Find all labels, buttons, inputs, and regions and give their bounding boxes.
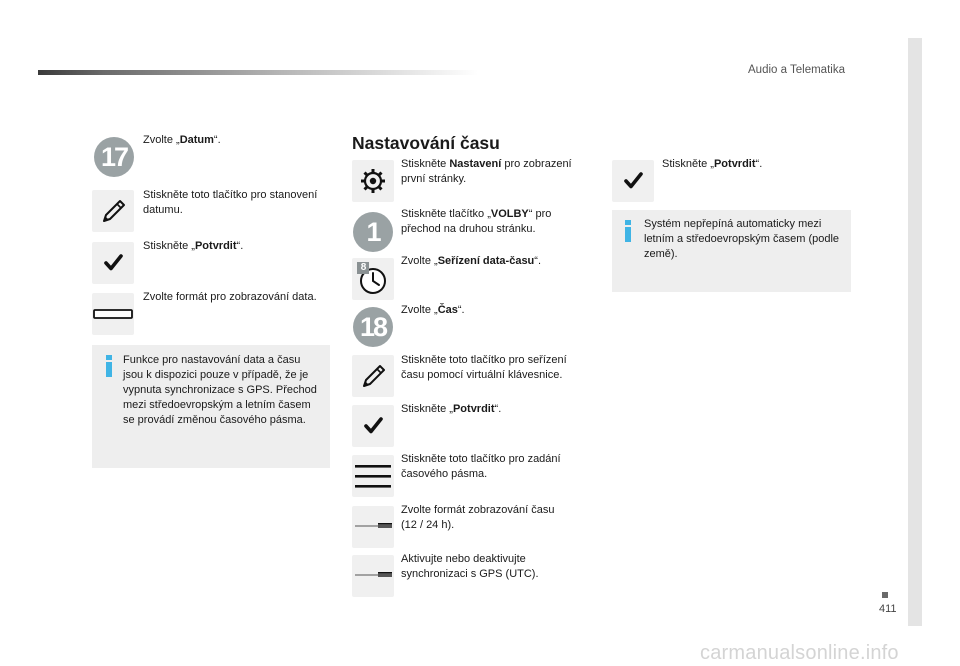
header-bar — [38, 70, 478, 75]
step-text: Zvolte „Datum“. — [143, 134, 221, 146]
gear-icon — [352, 160, 394, 202]
header-title: Audio a Telematika — [748, 64, 845, 76]
page-marker — [882, 592, 888, 598]
pencil-icon — [92, 190, 134, 232]
list-icon — [352, 455, 394, 497]
step-text: Zvolte „Čas“. — [401, 304, 465, 316]
toggle-switch-icon — [92, 293, 134, 335]
checkmark-icon — [612, 160, 654, 202]
step-text: Zvolte „Seřízení data-času“. — [401, 255, 542, 267]
toggle-switch-icon — [352, 506, 394, 548]
pencil-icon — [352, 355, 394, 397]
step-badge-17: 17 — [94, 137, 134, 177]
info-text: Systém nepřepíná automaticky mezi letním a středoevropským časem (podle země). — [644, 218, 840, 260]
step-text: Zvolte formát pro zobrazování data. — [143, 291, 317, 303]
step-badge-1: 1 — [353, 212, 393, 252]
step-badge-18: 18 — [353, 307, 393, 347]
step-text: Stiskněte toto tlačítko pro zadání časového pásma. — [401, 453, 561, 480]
step-text: Stiskněte Nastavení pro zobrazení první stránky. — [401, 158, 572, 185]
info-icon — [105, 355, 113, 377]
checkmark-icon — [352, 405, 394, 447]
info-icon — [624, 220, 632, 242]
step-text: Stiskněte tlačítko „VOLBY“ pro přechod na druhou stránku. — [401, 208, 552, 235]
watermark: carmanualsonline.info — [700, 642, 899, 664]
info-text: Funkce pro nastavování data a času jsou k dispozici pouze v případě, že je vypnuta synchronizace s GPS. Přechod mezi středoevropským a letním časem se provádí změnou časového pásma. — [123, 354, 317, 426]
step-text: Stiskněte „Potvrdit“. — [143, 240, 244, 252]
side-strip — [908, 38, 922, 626]
step-text: Stiskněte toto tlačítko pro stanovení datumu. — [143, 189, 318, 216]
step-text: Stiskněte „Potvrdit“. — [662, 158, 763, 170]
step-text: Stiskněte „Potvrdit“. — [401, 403, 502, 415]
step-text: Zvolte formát zobrazování času (12 / 24 h). — [401, 504, 555, 531]
clock-icon — [352, 258, 394, 300]
section-title: Nastavování času — [352, 133, 500, 153]
toggle-switch-icon — [352, 555, 394, 597]
step-text: Stiskněte toto tlačítko pro seřízení času pomocí virtuální klávesnice. — [401, 354, 567, 381]
clock-badge: 8 — [360, 262, 367, 273]
page-number: 411 — [879, 603, 897, 615]
step-text: Aktivujte nebo deaktivujte synchronizaci s GPS (UTC). — [401, 553, 539, 580]
info-box — [612, 210, 851, 292]
info-box — [92, 345, 330, 468]
checkmark-icon — [92, 242, 134, 284]
